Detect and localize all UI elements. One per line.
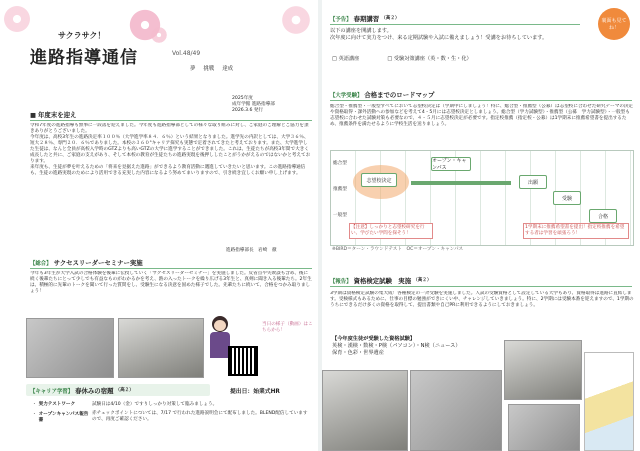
cherry-blossom-icon: [2, 4, 32, 34]
section-spring-heading: 【予告】 春期講習 （高２）: [330, 15, 400, 23]
exam-photo: [410, 370, 502, 451]
roadmap-box: 志望校決定: [361, 173, 397, 187]
roadmap-box: 出願: [519, 175, 547, 189]
homework-items: [32, 402, 92, 424]
roadmap-row-label: 総合型: [333, 161, 347, 166]
badge-chosen: 挑戦: [203, 66, 215, 72]
heading-underline: [30, 268, 312, 269]
cherry-blossom-icon: [150, 26, 168, 44]
qr-code[interactable]: [228, 346, 258, 376]
course-item: □ 受験対策講座（英・数・生・化）: [387, 56, 472, 62]
section-roadmap-heading: 【大学受験】 合格までのロードマップ: [330, 91, 435, 99]
year-end-paragraph: 令和7年度の進路指導も無事に一段落を迎えました。今年度も進路指導部としての様々な取り組みに対し、ご家庭のご理解とご協力を頂きありがとうございました。: [30, 123, 309, 134]
roadmap-body: 総合型・推薦型・一般型すべてにおいて志望校決定は（学期中にしましょう！特に、総合型・推薦型（公募）は志望校に合わせた研究テーマの決定や資格取得・課外活動への参加などを考えて4・5月には志望校決定としましょう。総合型（学力試験型）・推薦型（公募 学力試験型）・一般型も志望校に合わせた試験対策も必要なので、４・５月に志望校決定が必要です。指定校推薦（指定校・公募）は1学期末に推薦希望書を提出するため、推薦条件を満たせるように学校生活を送りましょう。: [330, 104, 634, 127]
roadmap-row-label: 一般型: [333, 213, 347, 218]
volume-label: Vol.48/49: [172, 50, 201, 57]
badge-row: [190, 64, 233, 72]
heading-underline: [330, 24, 580, 25]
section-year-end-heading: ■ 年度末を迎え: [30, 110, 77, 119]
course-list: [332, 56, 472, 63]
left-page: [0, 0, 318, 451]
exam-list-item: 保育・色彩・世界遺産: [332, 350, 384, 356]
year-end-body: [30, 123, 312, 255]
course-item: □ 英語講座: [332, 56, 360, 62]
homework-note: 赤チェックポイントについては、7/17 で行われた進路説明会にて配布しました。BLEND配信していますので、再度ご確認ください。: [92, 411, 308, 422]
exam-photo: [504, 340, 582, 400]
homework-notes: [92, 402, 312, 423]
roadmap-row-label: 推薦型: [333, 187, 347, 192]
roadmap-footer: ※BIRD＝ターン・ラウンドテスト OC＝オープン・キャンパス: [332, 247, 464, 252]
section-exam-heading: 【報告】 資格検定試験 実施 （高２）: [330, 277, 432, 285]
year-end-paragraph: 今年度は、高校3年生の進路決定率１００％（大学進学率８４．６％）という結果となりました。進学先の内訳としては、大学３６％、短大２８％、専門２０．６％でありました。本校の３６０°キャリア探究も実態で定着されてきたと考えております。また、大学進学した生徒は、なんと全員が高校入学時のGTZよりも高いGTZの大学に進学することができました。これは、生徒たちが高校3年間で大きく成長したと共に、ご家庭の支えがあり、そして本校の教育が生徒たちの進路実現を後押ししたことがうかがえるのではないかと考えております。: [30, 135, 311, 164]
seminar-body: 今年も3年生が大学入試の合格体験を後輩に伝授していく「サクセスリーダーセミナー」を実施しました。反省点や失敗談も含め、後に続く後輩たちにとって少しでも有益なものがわかるかを考え、熱の入ったトークを繰り広げる3年生と、真剣に聞き入る後輩たち。2年生は、積極的に先輩のトークを聞いて行った質問をし、受験生になる決意を固めた様子でした。先輩たちに続いて、合格をつかみ取りましょう！: [30, 271, 312, 294]
cherry-blossom-icon: [280, 4, 312, 36]
bullet-icon: ・: [32, 412, 37, 417]
seminar-photo: [26, 318, 114, 378]
badge-yume: 夢: [190, 66, 196, 72]
heading-underline: [30, 120, 312, 121]
bullet-icon: ■: [30, 110, 37, 119]
page-title: 進路指導通信: [30, 48, 138, 68]
heading-underline: [330, 100, 632, 101]
roadmap-box: 受験: [553, 191, 581, 205]
exam-photo: [508, 404, 580, 451]
see-back-bubble: 裏面も見てね！: [598, 8, 630, 40]
badge-tassei: 達成: [222, 66, 233, 72]
homework-item: オープンキャンパス報告書: [38, 412, 89, 423]
homework-item: 実力テストワーク: [38, 402, 76, 407]
section-seminar-heading: 【総合】 サクセスリーダーセミナー実施: [30, 259, 143, 267]
right-page: [322, 0, 640, 451]
exam-body: 3学期は資格検定試験の集大成！各種検定の一斉受験を実施しました。人試の受験資格として設定している大学もあり、資格取得は進路に直結します。受検様式もあるために、仕事の目標の勉強ができにくい中、チャレンジしていきましょう。特に、2学期には受験本番を迎えますので、1学期のうちにできるだけ多くの資格を取得して、提出書類や自己PRに利用できるようにしておきましょう。: [330, 291, 634, 308]
exam-list: [332, 336, 492, 357]
roadmap-box: オープン・キャンパス: [431, 157, 471, 171]
bullet-icon: ・: [32, 402, 37, 407]
seminar-photo: [118, 318, 204, 378]
signature: 進路指導部長 岩崎 徹: [226, 248, 277, 253]
issue-info: 2025年度 成年学館 進路指導部 2026.3.6 発行: [232, 96, 275, 113]
qr-caption: 当日の様子（動画）はこちらから！: [262, 322, 313, 333]
square-bullet-icon: □: [387, 56, 393, 62]
spring-body: 以下の講座を開講します。 次年度に向けて実力をつけ、来る定期試験や入試に備えましょう！受講をお待ちしています。: [330, 28, 548, 41]
header-kicker: サクラサク！: [58, 31, 106, 40]
year-end-paragraph: 来年度も、生徒が夢を叶えるための「将来を見据えた進路」ができるよう教育活動に邁進していきたいと思います。この進路指導通信も、生徒の進路実現のためにより活用できる充実した内容になるよう努めてまいりますので、引き続き宜しくお願い申し上げます。: [30, 165, 306, 176]
submit-label: 提出日：始業式HR: [230, 389, 280, 395]
roadmap-arrow: [411, 181, 511, 185]
roadmap-box: 合格: [589, 209, 617, 223]
exam-photo: [322, 370, 408, 451]
textbook-image: [584, 352, 634, 451]
heading-underline: [330, 286, 632, 287]
homework-note: 試験日は4/10（金）ですりしっかり対策して臨みましょう。: [92, 402, 218, 407]
exam-list-heading: 【今年度生徒が受験した資格試験】: [332, 336, 416, 342]
exam-list-item: 英検・漢検・数検・P検（パソコン）・N検（ニュース）: [332, 343, 461, 349]
section-homework-heading: 【キャリア学習】 春休みの宿題 （高２）: [30, 387, 134, 395]
roadmap-note: 【注意】しっかりと志望校研究を行い、学びたい学問を探そう！: [349, 223, 433, 239]
roadmap-chart: [330, 150, 634, 246]
square-bullet-icon: □: [332, 56, 337, 62]
roadmap-note: 1学期末に推薦希望書を提出！指定校推薦を希望する者は学習を頑張ろう！: [523, 223, 629, 239]
